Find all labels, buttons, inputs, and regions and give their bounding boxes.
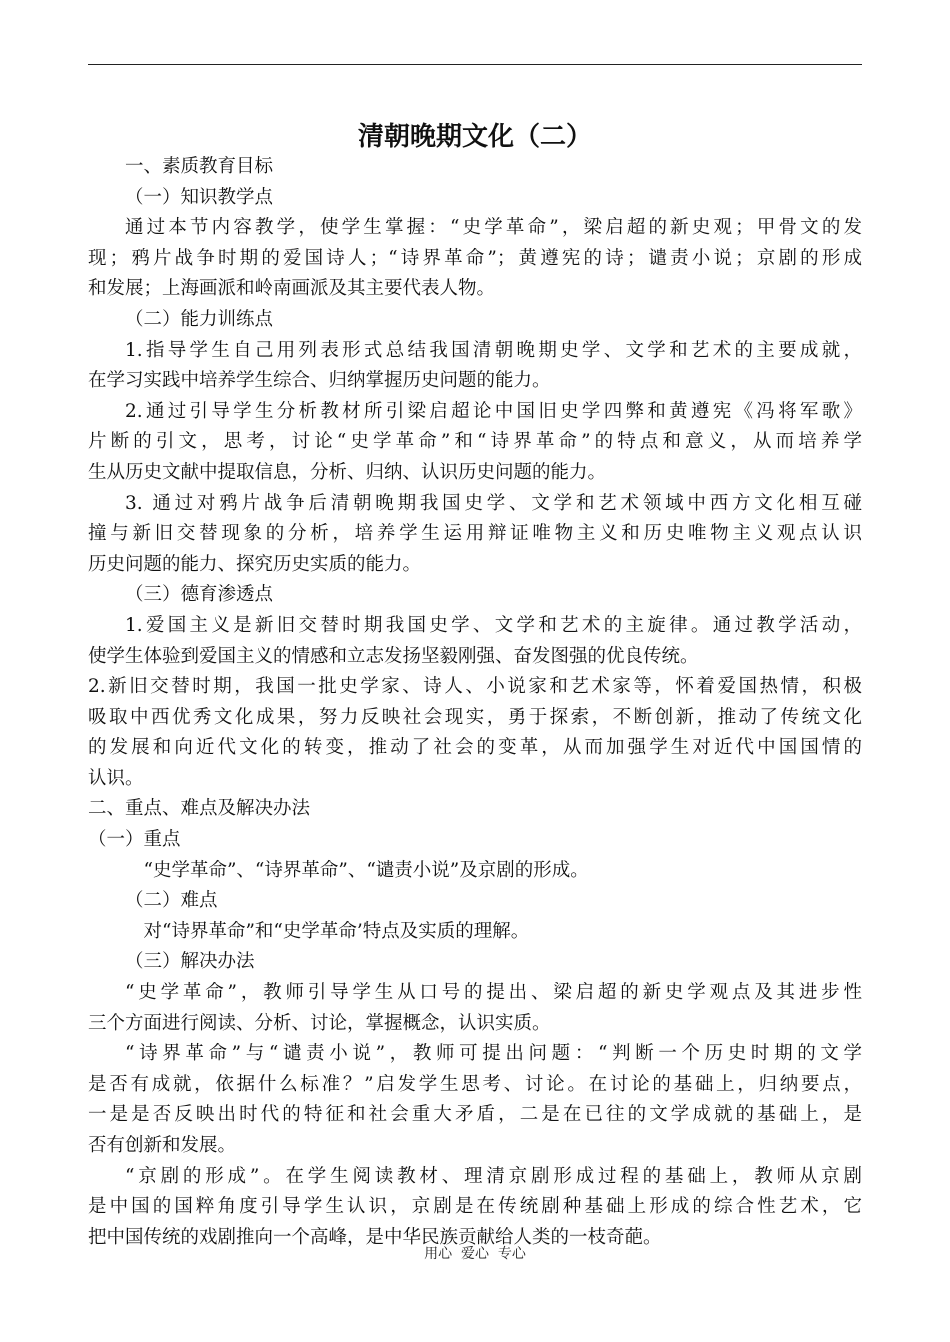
body-line: 现；鸦片战争时期的爱国诗人；“诗界革命”；黄遵宪的诗；谴责小说；京剧的形成 (88, 247, 862, 269)
body-line: 和发展；上海画派和岭南画派及其主要代表人物。 (88, 278, 496, 300)
page-footer: 用心 爱心 专心 (424, 1246, 526, 1262)
body-line: （三）德育渗透点 (125, 584, 274, 606)
body-line: 对“诗界革命”和“史学革命’特点及实质的理解。 (143, 920, 530, 942)
body-line: 通过本节内容教学，使学生掌握：“史学革命”，梁启超的新史观；甲骨文的发 (125, 217, 862, 239)
body-line: 把中国传统的戏剧推向一个高峰，是中华民族贡献给人类的一枝奇葩。 (88, 1226, 662, 1248)
body-line: 二、重点、难点及解决办法 (88, 798, 311, 820)
body-line: 三个方面进行阅读、分析、讨论，掌握概念，认识实质。 (88, 1012, 551, 1034)
document-title: 清朝晚期文化（二） (357, 122, 592, 152)
body-line: 是中国的国粹角度引导学生认识，京剧是在传统剧种基础上形成的综合性艺术，它 (88, 1196, 862, 1218)
body-line: 撞与新旧交替现象的分析，培养学生运用辩证唯物主义和历史唯物主义观点认识 (88, 523, 862, 545)
body-line: 认识。 (88, 767, 144, 789)
header-rule (88, 64, 862, 65)
body-line: （二）能力训练点 (125, 308, 274, 330)
body-line: （一）知识教学点 (125, 186, 274, 208)
body-line: 历史问题的能力、探究历史实质的能力。 (88, 553, 422, 575)
body-line: 2.新旧交替时期，我国一批史学家、诗人、小说家和艺术家等，怀着爱国热情，积极 (88, 676, 862, 698)
body-line: 片断的引文，思考，讨论“史学革命”和“诗界革命”的特点和意义，从而培养学 (88, 431, 862, 453)
body-line: “京剧的形成”。在学生阅读教材、理清京剧形成过程的基础上，教师从京剧 (125, 1165, 862, 1187)
body-line: 使学生体验到爱国主义的情感和立志发扬坚毅刚强、奋发图强的优良传统。 (88, 645, 699, 667)
body-line: （二）难点 (125, 890, 218, 912)
body-line: （一）重点 (88, 829, 181, 851)
body-line: 的发展和向近代文化的转变，推动了社会的变革，从而加强学生对近代中国国情的 (88, 737, 862, 759)
body-line: 1.爱国主义是新旧交替时期我国史学、文学和艺术的主旋律。通过教学活动， (125, 614, 862, 636)
body-line: 在学习实践中培养学生综合、归纳掌握历史问题的能力。 (88, 370, 551, 392)
body-line: 3. 通过对鸦片战争后清朝晚期我国史学、文学和艺术领域中西方文化相互碰 (125, 492, 862, 514)
body-line: 是否有成就，依据什么标准？”启发学生思考、讨论。在讨论的基础上，归纳要点， (88, 1073, 862, 1095)
body-line: 一、素质教育目标 (125, 156, 274, 177)
body-line: 2.通过引导学生分析教材所引梁启超论中国旧史学四弊和黄遵宪《冯将军歌》 (125, 400, 862, 422)
body-line: “史学革命”、“诗界革命”、“谴责小说”及京剧的形成。 (143, 859, 589, 881)
body-line: 1.指导学生自己用列表形式总结我国清朝晚期史学、文学和艺术的主要成就， (125, 339, 862, 361)
body-line: 生从历史文献中提取信息，分析、归纳、认识历史问题的能力。 (88, 461, 607, 483)
document-body (88, 152, 862, 1253)
body-line: （三）解决办法 (125, 951, 255, 973)
body-line: 否有创新和发展。 (88, 1135, 237, 1156)
body-line: 一是是否反映出时代的特征和社会重大矛盾，二是在已往的文学成就的基础上，是 (88, 1104, 862, 1126)
body-line: “史学革命”，教师引导学生从口号的提出、梁启超的新史学观点及其进步性 (125, 982, 862, 1004)
body-line: 吸取中西优秀文化成果，努力反映社会现实，勇于探索，不断创新，推动了传统文化 (88, 706, 862, 728)
body-line: “诗界革命”与“谴责小说”，教师可提出问题：“判断一个历史时期的文学 (125, 1043, 862, 1065)
